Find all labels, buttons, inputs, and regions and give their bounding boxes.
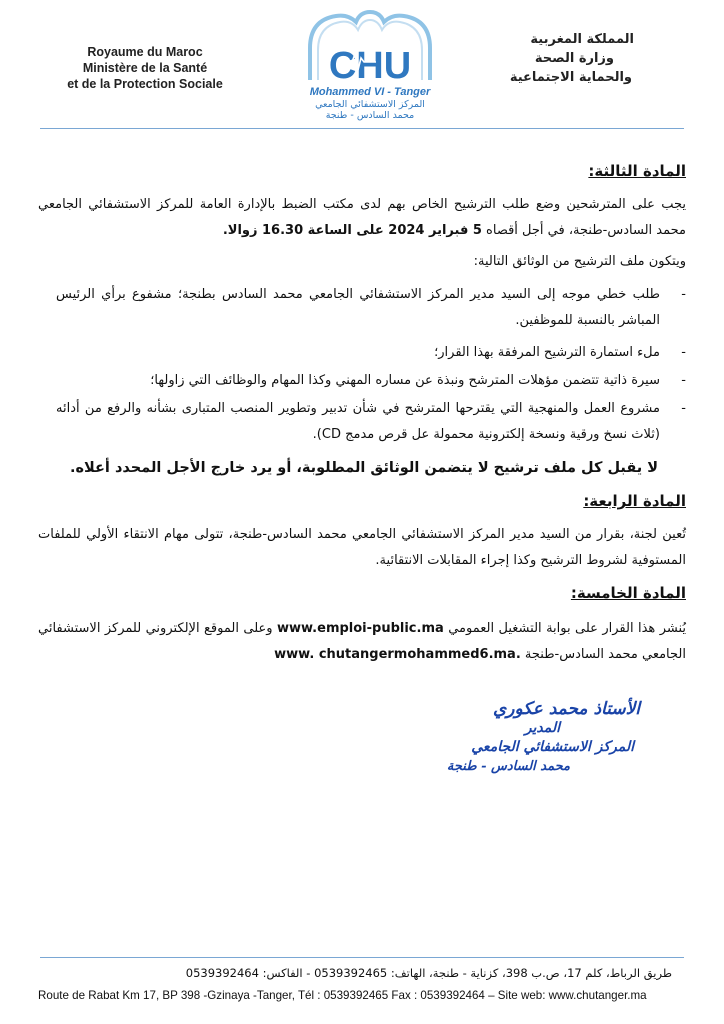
header-french-block	[40, 44, 250, 92]
chu-website-url: www. chutangermohammed6.ma.	[274, 647, 521, 662]
logo-subtitle-ar-1: المركز الاستشفائي الجامعي	[315, 99, 425, 110]
list-item-text: طلب خطي موجه إلى السيد مدير المركز الاستشفائي الجامعي محمد السادس بطنجة؛ مشفوع برأي الرئيس المباشر بالنسبة للموظفين.	[56, 287, 660, 328]
header-fr-line-2: Ministère de la Santé	[82, 61, 208, 75]
director-signature	[400, 700, 640, 776]
list-item-text: ملء استمارة الترشيح المرفقة بهذا القرار؛	[434, 345, 660, 360]
signature-line-2: المدير	[524, 720, 560, 736]
article-3-title: المادة الثالثة:	[588, 162, 686, 180]
signature-line-3: المركز الاستشفائي الجامعي	[471, 739, 634, 755]
article-4-title: المادة الرابعة:	[583, 492, 686, 510]
documents-intro: ويتكون ملف الترشيح من الوثائق التالية:	[473, 254, 686, 269]
list-bullet: -	[681, 345, 686, 360]
list-item	[56, 368, 686, 394]
header-ar-line-1: المملكة المغربية	[530, 32, 634, 47]
article-5-title: المادة الخامسة:	[570, 584, 686, 602]
list-bullet: -	[681, 287, 686, 302]
list-bullet: -	[681, 373, 686, 388]
header-fr-line-3: et de la Protection Sociale	[67, 77, 223, 91]
logo-subtitle-fr: Mohammed VI - Tanger	[309, 86, 431, 98]
emploi-public-url: www.emploi-public.ma	[276, 621, 444, 636]
article-3-text: يجب على المترشحين وضع طلب الترشيح الخاص بهم لدى مكتب الضبط بالإدارة العامة للمركز الاستشفائي الجامعي محمد السادس-طنجة، في أجل أقصاه	[38, 197, 686, 238]
list-item-text: مشروع العمل والمنهجية التي يقترحها المترشح في شأن تدبير وتطوير المنصب المتبارى بشأنه والرفع من أدائه (ثلاث نسخ ورقية ونسخة إلكترونية محمولة عل قرص مدمج CD).	[56, 401, 660, 442]
logo-subtitle-ar-2: محمد السادس - طنجة	[325, 110, 415, 121]
list-item	[56, 282, 686, 334]
article-5-text-a: يُنشر هذا القرار على بوابة التشغيل العمومي	[448, 621, 687, 636]
header-ar-line-2: وزارة الصحة	[534, 51, 614, 66]
article-3-paragraph	[38, 192, 686, 244]
footer-address-fr: Route de Rabat Km 17, BP 398 -Gzinaya -Tanger, Tél : 0539392465 Fax : 0539392464 – Site web: www.chutanger.ma	[38, 989, 647, 1002]
header-arabic-block	[454, 30, 634, 87]
footer-divider	[40, 957, 684, 958]
header-fr-line-1: Royaume du Maroc	[87, 45, 203, 59]
footer-address-ar: طريق الرباط، كلم 17، ص.ب 398، كزناية - طنجة، الهاتف: 0539392465 - الفاكس: 0539392464	[185, 966, 672, 980]
article-5-paragraph	[38, 616, 686, 668]
list-item	[56, 340, 686, 366]
list-item	[56, 396, 686, 448]
article-5-text-b: وعلى الموقع الإلكتروني للمركز الاستشفائي الجامعي محمد السادس-طنجة	[38, 621, 686, 662]
logo-chu-text: CHU	[328, 45, 412, 87]
article-3-deadline: 5 فبراير 2024 على الساعة 16.30 زوالا.	[222, 223, 482, 238]
list-item-text: سيرة ذاتية تتضمن مؤهلات المترشح ونبذة عن مساره المهني وكذا المهام والوظائف التي زاولها؛	[150, 373, 660, 388]
rejection-warning: لا يقبل كل ملف ترشيح لا يتضمن الوثائق المطلوبة، أو يرد خارج الأجل المحدد أعلاه.	[69, 460, 659, 476]
article-4-paragraph: تُعين لجنة، بقرار من السيد مدير المركز الاستشفائي الجامعي محمد السادس-طنجة، تتولى مهام الانتقاء الأولي للملفات المستوفية لشروط الترشيح وكذا إجراء المقابلات الانتقائية.	[38, 527, 686, 568]
signature-line-4: محمد السادس - طنجة	[446, 759, 570, 774]
list-bullet: -	[681, 401, 686, 416]
header-ar-line-3: والحماية الاجتماعية	[509, 70, 632, 85]
signature-line-1: الأستاذ محمد عكوري	[492, 699, 640, 719]
header-divider	[40, 128, 684, 129]
